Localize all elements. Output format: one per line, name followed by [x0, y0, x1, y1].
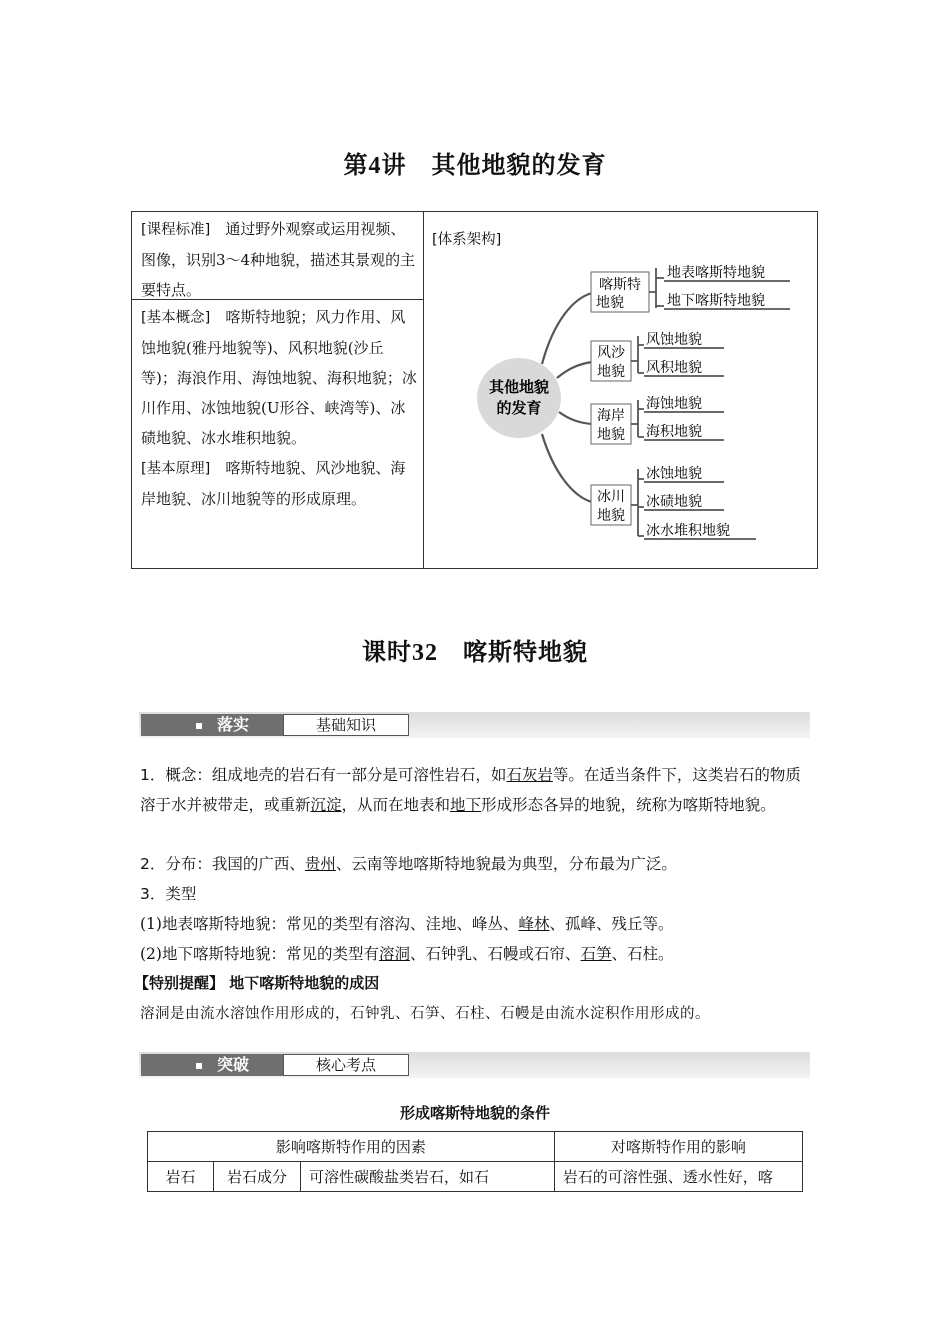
table-row — [148, 1162, 803, 1192]
table-cell: 可溶性碳酸盐类岩石，如石 — [301, 1162, 555, 1192]
lesson-title: 课时32 喀斯特地貌 — [362, 638, 588, 666]
band-dark-part — [141, 714, 283, 736]
conditions-table — [147, 1131, 803, 1192]
mindmap-branch-karst-l1: 喀斯特 — [599, 277, 641, 293]
table-cell: 岩石 — [148, 1162, 214, 1192]
section-band-core — [139, 1052, 810, 1078]
mindmap-leaf: 地下喀斯特地貌 — [667, 293, 765, 309]
table-cell: 岩石的可溶性强、透水性好，喀 — [554, 1162, 802, 1192]
mindmap-leaf: 海蚀地貌 — [646, 396, 702, 412]
basic-principle: [基本原理] 喀斯特地貌、风沙地貌、海岸地貌、冰川地貌等的形成原理。 — [141, 459, 406, 508]
band-bullet-icon — [196, 723, 202, 729]
mindmap-center-line2: 的发育 — [496, 399, 542, 417]
mindmap-leaf: 冰蚀地貌 — [646, 466, 702, 482]
special-tip-heading: 【特别提醒】 地下喀斯特地貌的成因 — [134, 974, 380, 992]
band-title: 落实 — [217, 715, 250, 734]
mindmap-leaf: 风蚀地貌 — [646, 332, 702, 348]
mindmap-branch-glacial-l1: 冰川 — [597, 489, 625, 505]
knowledge-surface-karst: (1)地表喀斯特地貌：常见的类型有溶沟、洼地、峰丛、峰林、孤峰、残丘等。 — [140, 915, 674, 933]
knowledge-underground-karst: (2)地下喀斯特地貌：常见的类型有溶洞、石钟乳、石幔或石帘、石笋、石柱。 — [140, 945, 674, 963]
mindmap-branch-aeolian-l1: 风沙 — [597, 345, 625, 361]
mindmap-branch-karst-l2: 地貌 — [596, 295, 624, 311]
mindmap-branch-glacial-l2: 地貌 — [597, 508, 625, 524]
band-dark-part — [141, 1054, 283, 1076]
section-band-basics — [139, 712, 810, 738]
knowledge-types-heading: 3．类型 — [140, 885, 197, 903]
basic-concept: [基本概念] 喀斯特地貌；风力作用、风蚀地貌(雅丹地貌等)、风积地貌(沙丘等)；海浪作用、海蚀地貌、海积地貌；冰川作用、冰蚀地貌(U形谷、峡湾等)、冰碛地貌、冰水堆积地貌。 — [141, 308, 417, 447]
band-title: 突破 — [217, 1055, 250, 1074]
mindmap-center-line1: 其他地貌 — [488, 378, 550, 396]
lecture-title: 第4讲 其他地貌的发育 — [343, 151, 607, 179]
table-header-cell: 影响喀斯特作用的因素 — [148, 1132, 555, 1162]
mindmap-branch-coastal-l2: 地貌 — [597, 427, 625, 443]
table-cell: 岩石成分 — [214, 1162, 301, 1192]
mindmap-leaf: 地表喀斯特地貌 — [667, 265, 765, 281]
mindmap-leaf: 冰水堆积地貌 — [646, 523, 730, 539]
mindmap-leaf: 海积地貌 — [646, 424, 702, 440]
mindmap — [424, 212, 818, 568]
band-bullet-icon — [196, 1063, 202, 1069]
table-header-cell: 对喀斯特作用的影响 — [554, 1132, 802, 1162]
knowledge-concept: 1．概念：组成地壳的岩石有一部分是可溶性岩石，如石灰岩等。在适当条件下，这类岩石的物质溶于水并被带走，或重新沉淀，从而在地表和地下形成形态各异的地貌，统称为喀斯特地貌。 — [140, 766, 801, 814]
mindmap-center-bubble — [477, 358, 561, 438]
mindmap-leaf: 冰碛地貌 — [646, 494, 702, 510]
mindmap-branch-coastal-l1: 海岸 — [597, 408, 625, 424]
mindmap-branch-aeolian-l2: 地貌 — [597, 364, 625, 380]
framework-label: [体系架构] — [432, 232, 502, 248]
special-tip-text: 溶洞是由流水溶蚀作用形成的，石钟乳、石笋、石柱、石幔是由流水淀积作用形成的。 — [140, 1006, 710, 1022]
overview-left-column — [132, 212, 424, 568]
table-caption: 形成喀斯特地貌的条件 — [399, 1104, 550, 1122]
course-standard: [课程标准] 通过野外观察或运用视频、图像，识别3～4种地貌，描述其景观的主要特点。 — [132, 212, 423, 300]
overview-table — [131, 211, 818, 569]
band-subtitle: 基础知识 — [283, 714, 409, 736]
band-subtitle: 核心考点 — [283, 1054, 409, 1076]
mindmap-leaf: 风积地貌 — [646, 360, 702, 376]
table-header-row — [148, 1132, 803, 1162]
knowledge-distribution: 2．分布：我国的广西、贵州、云南等地喀斯特地貌最为典型，分布最为广泛。 — [140, 855, 677, 873]
